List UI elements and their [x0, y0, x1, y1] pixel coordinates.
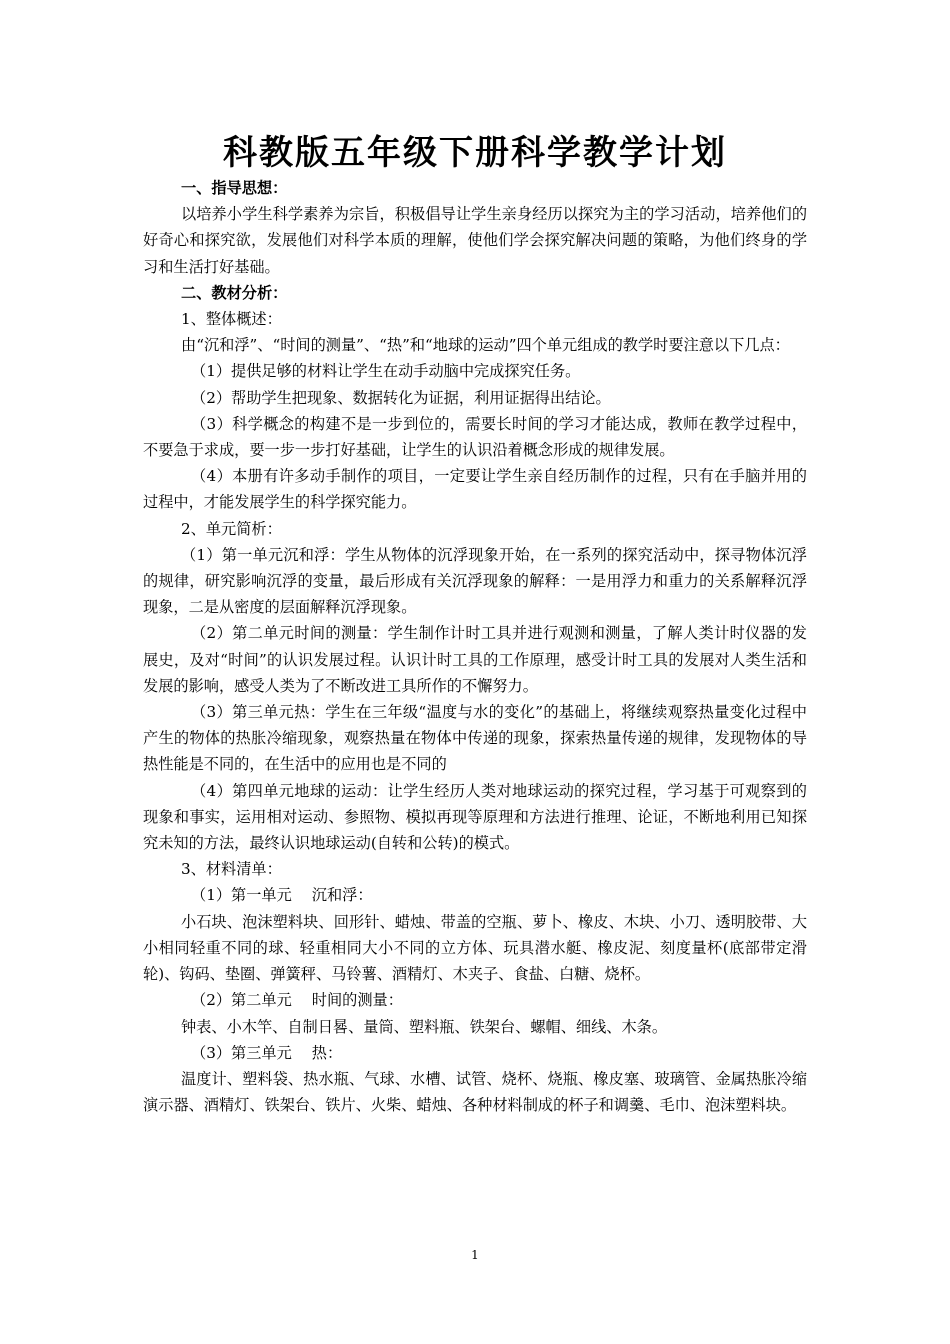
- section-heading-textbook-analysis: 二、教材分析：: [181, 283, 288, 302]
- paragraph-unit-3: （3）第三单元热：学生在三年级“温度与水的变化”的基础上，将继续观察热量变化过程中产生的物体的热胀冷缩现象，观察热量在物体中传递的现象，探索热量传递的规律，发现物体的导热性能是不同的，在生活中的应用也是不同的: [143, 703, 807, 774]
- document-body: [143, 175, 807, 1118]
- paragraph-overview: 由“沉和浮”、“时间的测量”、“热”和“地球的运动”四个单元组成的教学时要注意以下几点：: [181, 336, 790, 355]
- materials-unit-2-list: 钟表、小木竿、自制日晷、量筒、塑料瓶、铁架台、螺帽、细线、木条。: [181, 1017, 667, 1036]
- subheading-overview: 1、整体概述：: [181, 310, 282, 329]
- page-number: 1: [471, 1248, 479, 1262]
- materials-unit-3-list: 温度计、塑料袋、热水瓶、气球、水槽、试管、烧杯、烧瓶、橡皮塞、玻璃管、金属热胀冷缩演示器、酒精灯、铁架台、铁片、火柴、蜡烛、各种材料制成的杯子和调羹、毛巾、泡沫塑料块。: [143, 1069, 807, 1115]
- subheading-materials-list: 3、材料清单：: [181, 860, 282, 879]
- list-item-point-1: （1）提供足够的材料让学生在动手动脑中完成探究任务。: [191, 362, 581, 381]
- list-item-point-3: （3）科学概念的构建不是一步到位的，需要长时间的学习才能达成，教师在教学过程中，不要急于求成，要一步一步打好基础，让学生的认识沿着概念形成的规律发展。: [143, 414, 807, 460]
- list-item-point-4: （4）本册有许多动手制作的项目，一定要让学生亲自经历制作的过程，只有在手脑并用的过程中，才能发展学生的科学探究能力。: [143, 467, 807, 512]
- paragraph-unit-1: （1）第一单元沉和浮：学生从物体的沉浮现象开始，在一系列的探究活动中，探寻物体沉浮的规律，研究影响沉浮的变量，最后形成有关沉浮现象的解释：一是用浮力和重力的关系解释沉浮现象，二是从密度的层面解释沉浮现象。: [143, 545, 807, 617]
- paragraph-unit-4: （4）第四单元地球的运动：让学生经历人类对地球运动的探究过程，学习基于可观察到的现象和事实，运用相对运动、参照物、模拟再现等原理和方法进行推理、论证，不断地利用已知探究未知的方法，最终认识地球运动(自转和公转)的模式。: [143, 781, 807, 853]
- paragraph-guiding-ideology: 以培养小学生科学素养为宗旨，积极倡导让学生亲身经历以探究为主的学习活动，培养他们的好奇心和探究欲，发展他们对科学本质的理解，使他们学会探究解决问题的策略，为他们终身的学习和生活打好基础。: [143, 205, 807, 276]
- materials-unit-3-heading: （3）第三单元 热：: [191, 1043, 343, 1062]
- document-title: 科教版五年级下册科学教学计划: [223, 133, 727, 173]
- materials-unit-1-list: 小石块、泡沫塑料块、回形针、蜡烛、带盖的空瓶、萝卜、橡皮、木块、小刀、透明胶带、大小相同轻重不同的球、轻重相同大小不同的立方体、玩具潜水艇、橡皮泥、刻度量杯(底部带定滑轮)、钩码、垫圈、弹簧秤、马铃薯、酒精灯、木夹子、食盐、白糖、烧杯。: [143, 912, 807, 984]
- section-heading-guiding-ideology: 一、指导思想：: [181, 179, 288, 197]
- subheading-unit-analysis: 2、单元简析：: [181, 519, 282, 538]
- paragraph-unit-2: （2）第二单元时间的测量：学生制作计时工具并进行观测和测量，了解人类计时仪器的发展史，及对“时间”的认识发展过程。认识计时工具的工作原理，感受计时工具的发展对人类生活和发展的影响，感受人类为了不断改进工具所作的不懈努力。: [143, 624, 807, 695]
- list-item-point-2: （2）帮助学生把现象、数据转化为证据，利用证据得出结论。: [191, 388, 611, 407]
- materials-unit-2-heading: （2）第二单元 时间的测量：: [191, 991, 403, 1010]
- materials-unit-1-heading: （1）第一单元 沉和浮：: [191, 886, 373, 905]
